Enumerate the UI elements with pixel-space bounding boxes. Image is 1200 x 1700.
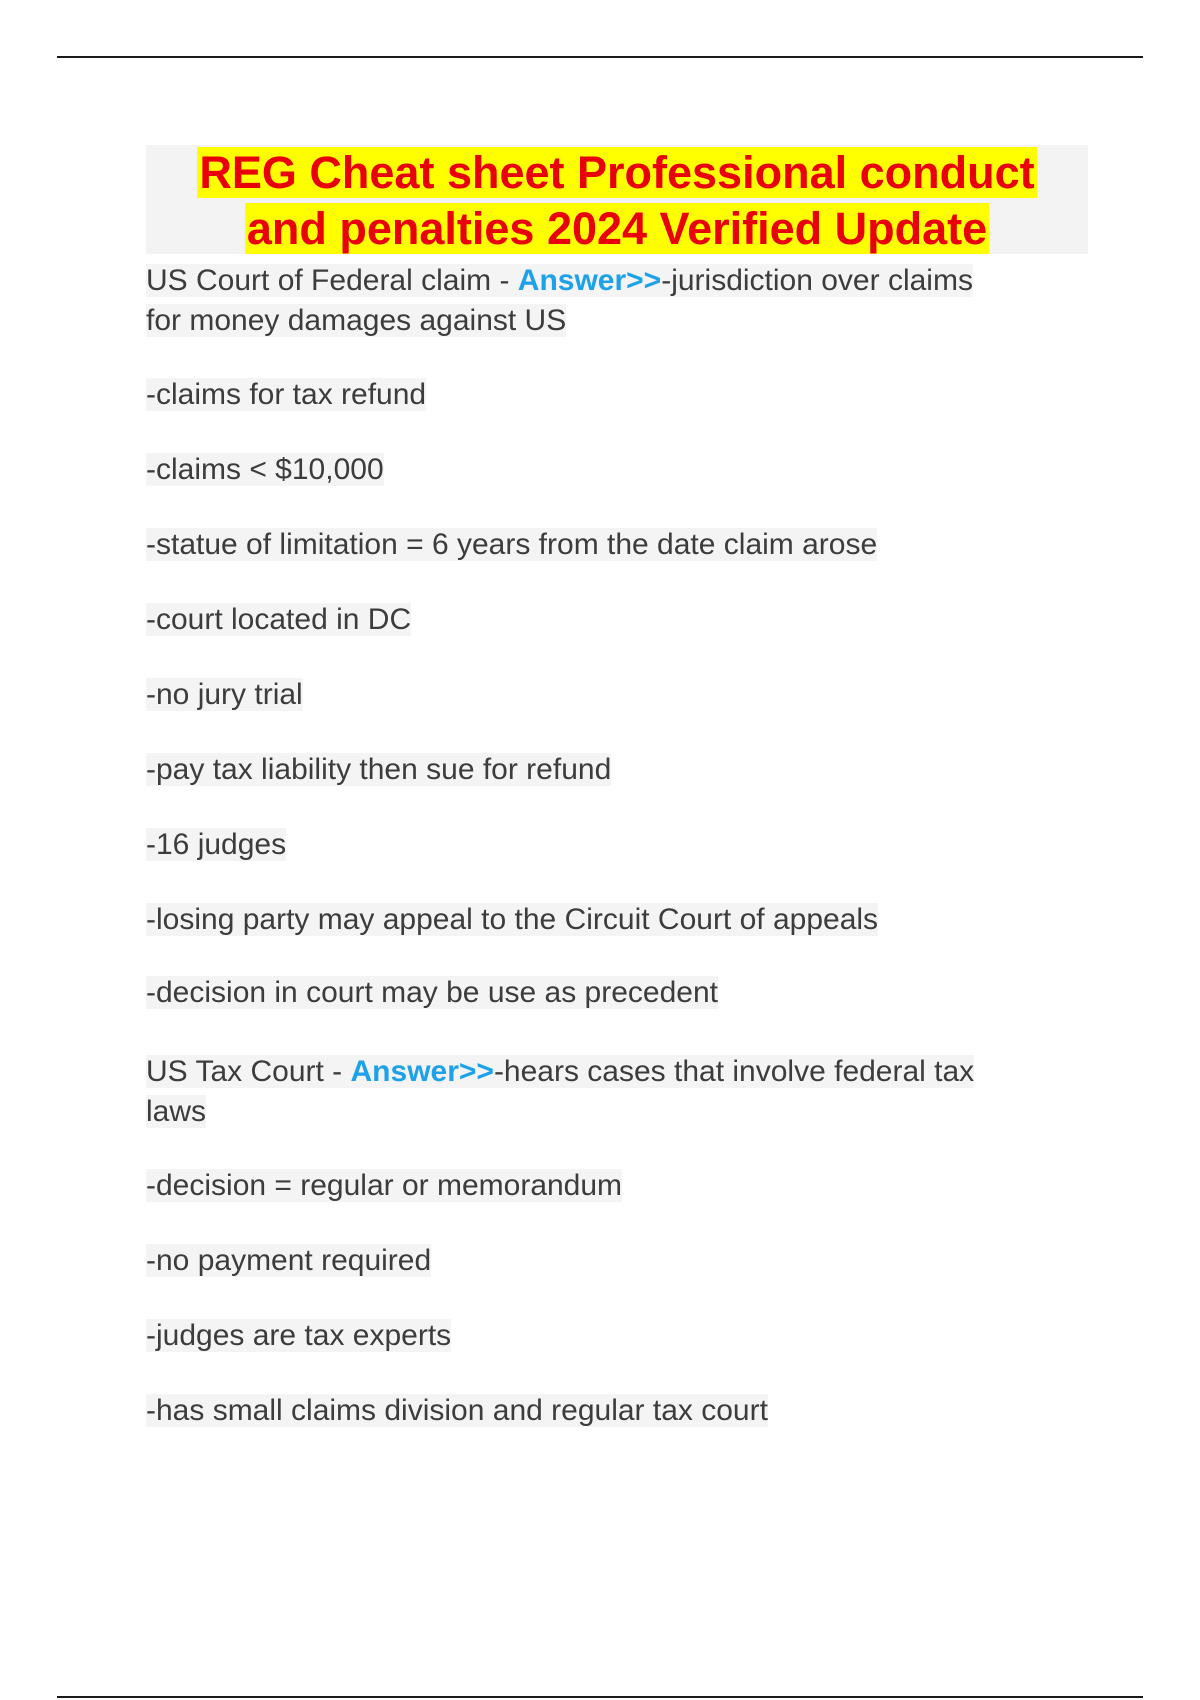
- q1-point-row: [146, 750, 611, 790]
- q1-point: -claims < $10,000: [146, 453, 384, 486]
- q1-point: -court located in DC: [146, 603, 412, 636]
- q2-term-line: [146, 1052, 974, 1092]
- q1-definition-line-2-row: [146, 301, 566, 341]
- q1-point-row: [146, 600, 411, 640]
- q2-term: US Tax Court -: [146, 1055, 351, 1088]
- title-line-2: and penalties 2024 Verified Update: [246, 203, 988, 254]
- document-title: [146, 145, 1088, 254]
- q1-point: -losing party may appeal to the Circuit Court of appeals: [146, 903, 879, 936]
- q2-answer-label: Answer>>: [350, 1055, 494, 1088]
- top-rule: [57, 56, 1143, 58]
- q1-point: -claims for tax refund: [146, 378, 427, 411]
- q1-point: -no jury trial: [146, 678, 303, 711]
- q1-point: -statue of limitation = 6 years from the date claim arose: [146, 528, 878, 561]
- q2-point-row: [146, 1391, 768, 1431]
- q1-point-row: [146, 825, 286, 865]
- q1-term: US Court of Federal claim -: [146, 264, 518, 297]
- q1-point-row: [146, 375, 426, 415]
- q1-term-line: [146, 261, 973, 301]
- q1-definition-line-1: -jurisdiction over claims: [661, 264, 973, 297]
- q1-definition-line-2: for money damages against US: [146, 304, 567, 337]
- q1-point-row: [146, 973, 718, 1013]
- q2-definition-line-2-row: [146, 1092, 206, 1132]
- q2-definition-line-1: -hears cases that involve federal tax: [493, 1055, 975, 1088]
- q1-point: -decision in court may be use as precedent: [146, 976, 718, 1009]
- q2-point-row: [146, 1241, 431, 1281]
- q1-point: -16 judges: [146, 828, 287, 861]
- q2-point: -has small claims division and regular tax court: [146, 1394, 768, 1427]
- q1-point-row: [146, 525, 877, 565]
- q2-point-row: [146, 1166, 622, 1206]
- q1-point-row: [146, 900, 878, 940]
- q2-definition-line-2: laws: [146, 1095, 207, 1128]
- q1-point-row: [146, 450, 384, 490]
- q2-point: -judges are tax experts: [146, 1319, 452, 1352]
- q1-answer-label: Answer>>: [517, 264, 662, 297]
- q2-point: -decision = regular or memorandum: [146, 1169, 623, 1202]
- q1-point-row: [146, 675, 303, 715]
- title-line-1: REG Cheat sheet Professional conduct: [199, 147, 1035, 198]
- q2-point: -no payment required: [146, 1244, 432, 1277]
- q1-point: -pay tax liability then sue for refund: [146, 753, 612, 786]
- bottom-rule: [57, 1696, 1143, 1698]
- q2-point-row: [146, 1316, 451, 1356]
